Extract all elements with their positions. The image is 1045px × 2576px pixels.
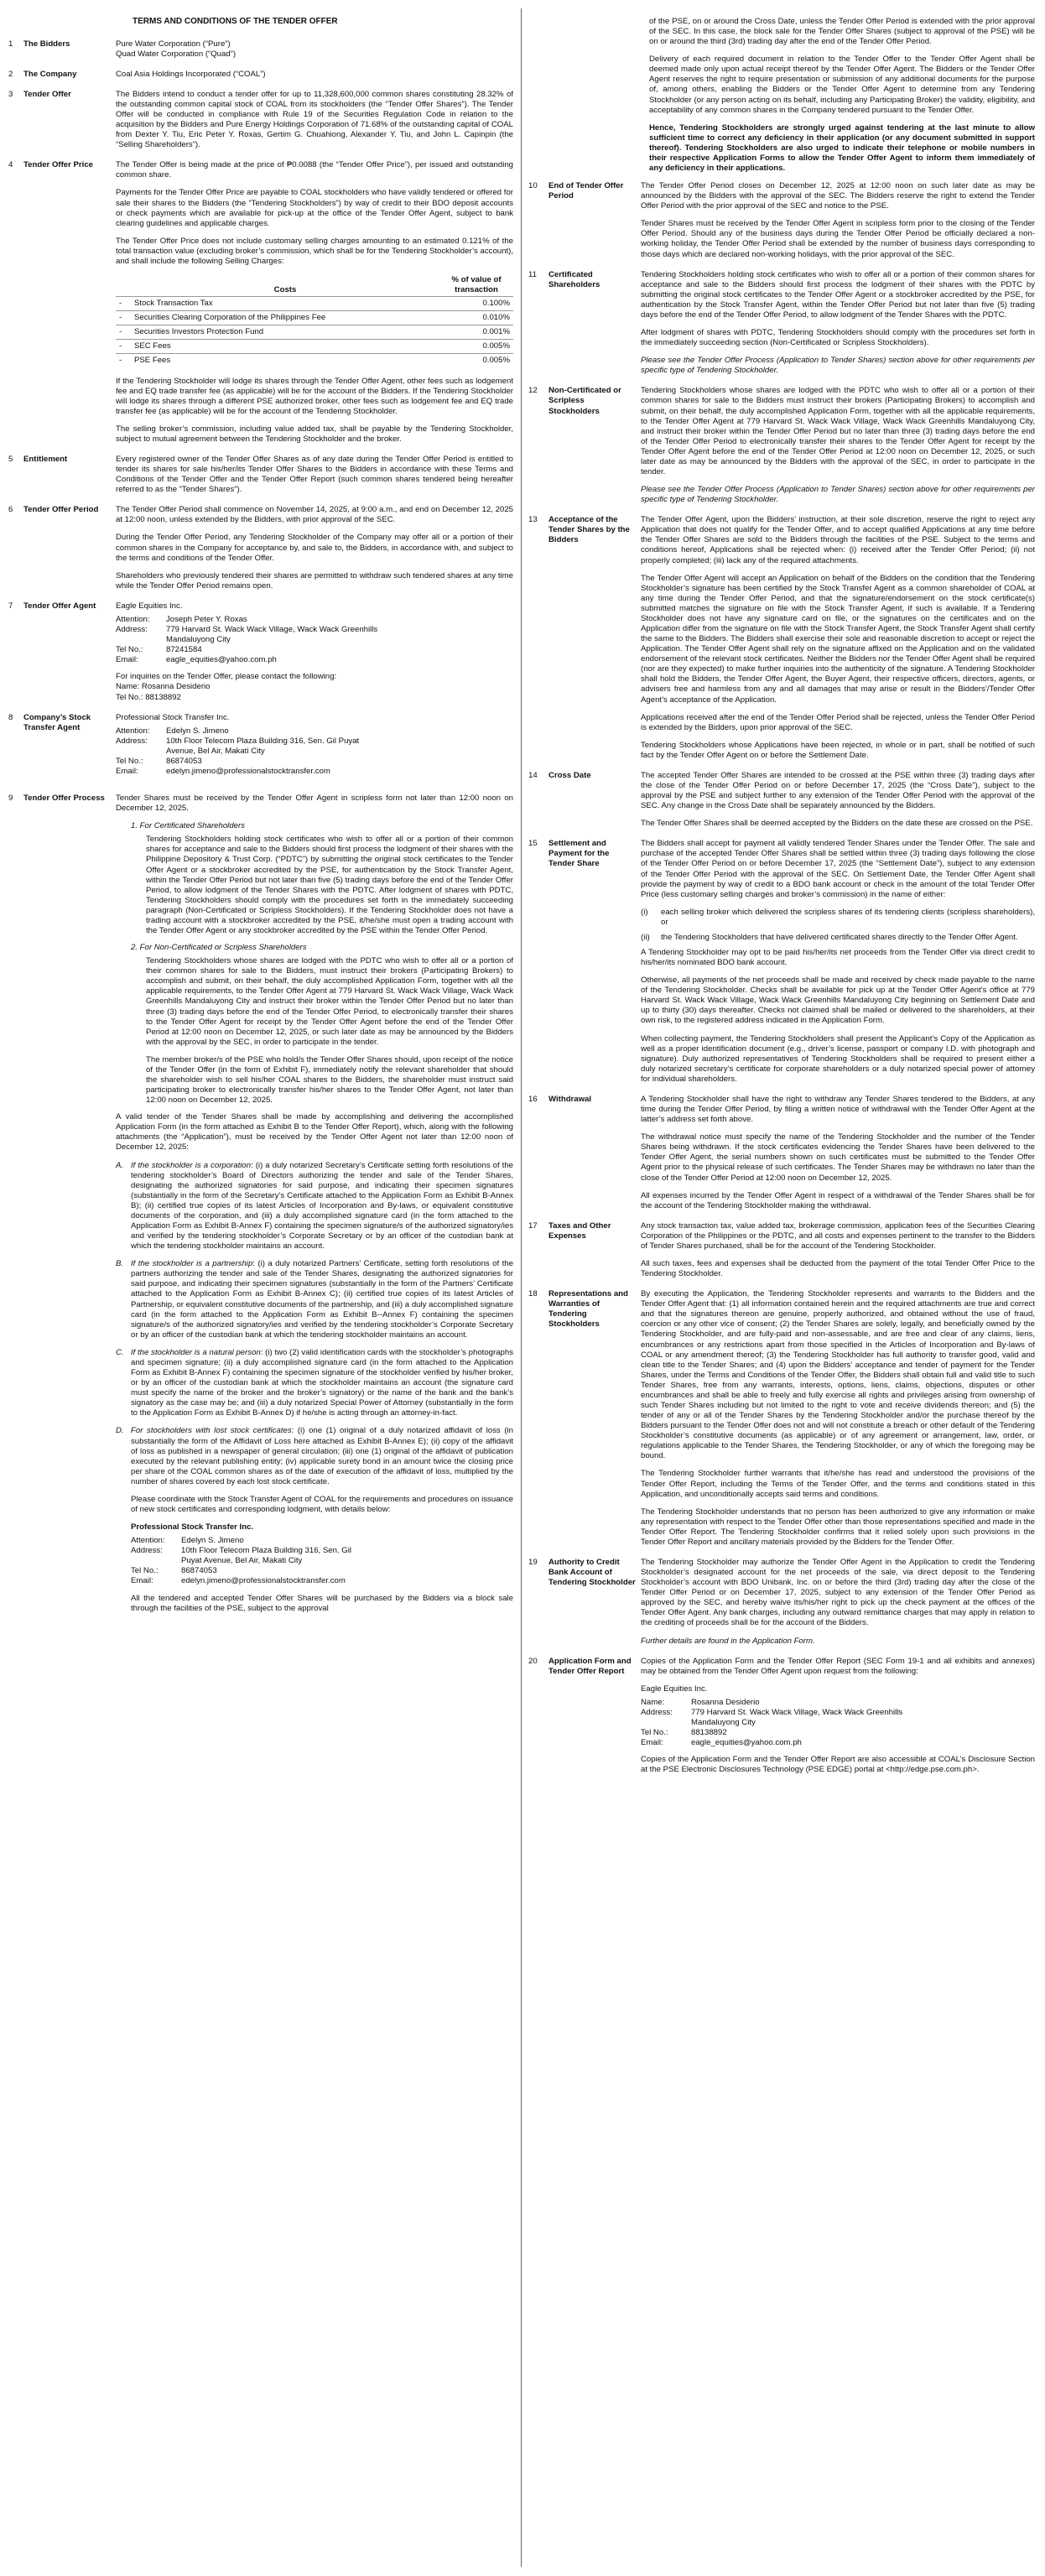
section-heading: Tender Offer Period — [23, 505, 99, 515]
address-line: 10th Floor Telecom Plaza Building 316, Sen. Gil Puyat — [166, 736, 360, 746]
cost-label: Stock Transaction Tax — [131, 297, 439, 311]
section-bidders — [7, 39, 513, 60]
selling-charges-table — [116, 274, 513, 368]
paragraph: All such taxes, fees and expenses shall be deducted from the payment of the total Tender Offer Price to the Tendering Stockholder. — [641, 1258, 1035, 1279]
contact-value: Rosanna Desiderio — [691, 1697, 760, 1707]
section-end-of-tender-offer-period — [527, 181, 1035, 260]
section-heading: Taxes and Other Expenses — [548, 1220, 611, 1241]
right-column — [527, 17, 1035, 2567]
section-non-certificated-stockholders — [527, 386, 1035, 505]
cost-label: Securities Investors Protection Fund — [131, 325, 439, 340]
section-number: 13 — [528, 515, 538, 525]
item-text: : (i) a duly notarized Secretary’s Certificate setting forth resolutions of the tendering stockholder’s Board of Directors authorizing the tender and sale of the Tender Shares, designating the authorized signatories for said purpose, and indicating their specimen signatures (substantially in the form of the Secretary’s Certificate attached to the Application Form as Exhibit B-Annex B); (ii) certified true copies of its latest Articles of Incorporation and By-laws, or equivalent constitutive documents of the corporation, and (iii) a duly accomplished signature card (in the form attached to the Application Form as Exhibit B-Annex F) containing the specimen signature/s of the authorized signatory/ies and verified by the tendering stockholder’s Corporate Secretary or by an officer of the custodian bank at which the tendering stockholder maintains an account. — [131, 1160, 513, 1252]
section-taxes — [527, 1221, 1035, 1279]
paragraph: During the Tender Offer Period, any Tendering Stockholder of the Company may offer all or a portion of their common shares in the Company for acceptance by, and sale to, the Bidders, in accordance with, and subject to the terms and conditions of the Tender Offer. — [116, 533, 513, 563]
costs-header: Costs — [273, 285, 297, 295]
section-tender-offer-process — [7, 794, 513, 1614]
section-number: 2 — [8, 69, 13, 79]
inquiry-name: Name: Rosanna Desiderio — [116, 682, 211, 692]
bidder-pure: Pure Water Corporation (“Pure”) — [116, 39, 231, 49]
paragraph: Tendering Stockholders holding stock certificates who wish to offer all or a portion of their common shares for acceptance and sale to the Bidders should first process the lodgment of their shares with the PDTC by submitting the original stock certificates to the Tender Offer Agent or a stockbroker accredited by the PSE, for authentication by the Stock Transfer Agent, within the Tender Offer Period but not later than five (5) trading days before the end of the Tender Offer Period, to allow lodgment of the Tender Shares with the PDTC. — [641, 269, 1035, 320]
paragraph: The Tender Offer Agent will accept an Application on behalf of the Bidders on the condition that the Tendering Stockholder’s signature has been certified by the Stock Transfer Agent as a common shareholder of COAL at any time during the Tender Offer Period, and that the signature/endorsement on the stock certificate(s) submitted matches the signature on file with the Stock Transfer Agent, if such is available. If a Tendering Stockholder does not have any signature card on file, or the signatures on the certificates and on the Application differ from the signature on file with the Stock Transfer Agent, the Stock Transfer Agent shall certify the same to the Bidders. The Bidders shall exercise their sole and reasonable discretion to accept or reject the Application. The Tender Offer Agent shall rely on the signature affixed on the Application and on the validated endorsement of the relevant stock certificates. Neither the Bidders nor the Tender Offer Agent shall be required (nor are they expected) to make further inquiries into the authenticity of the signature. A Tendering Stockholder shall hold the Bidders, the Tender Offer Agent, the Buyer Agent, their respective officers, directors, agents, or advisers free and harmless from any and all damages that may arise or result in the Bidders’/Tender Offer Agent’s acceptance of the Application. — [641, 573, 1035, 705]
paragraph: All expenses incurred by the Tender Offer Agent in respect of a withdrawal of the Tender Shares shall be for the account of the Tendering Stockholder making the withdrawal. — [641, 1190, 1035, 1210]
address-line: 10th Floor Telecom Plaza Building 316, Sen. Gil — [181, 1546, 352, 1556]
label: Attention: — [116, 726, 150, 736]
section-tender-offer-price — [7, 160, 513, 445]
paragraph: The Tender Offer Price does not include customary selling charges amounting to an estimated 0.121% of the total transaction value (excluding broker’s commission, which shall be for the Tendering Stockholder’s account), and shall include the following Selling Charges: — [116, 236, 513, 266]
tel-value: 86874053 — [181, 1566, 217, 1576]
list-item: (ii) the Tendering Stockholders that have delivered certificated shares directly to the Tender Offer Agent. — [641, 932, 1018, 942]
email-link[interactable]: eagle_equities@yahoo.com.ph — [691, 1738, 802, 1748]
paragraph: When collecting payment, the Tendering Stockholders shall present the Applicant’s Copy of the Application as well as a proper identification document (e.g., driver’s license, passport or company I.D. with photograph and signature). Duly authorized representatives of Tendering Stockholders shall be required to present either a duly notarized secretary’s certificate for corporate shareholders or a duly notarized special power of attorney for individual shareholders. — [641, 1033, 1035, 1084]
item-text: : (i) two (2) valid identification cards with the stockholder’s photographs and specimen signature; (ii) a duly accomplished signature card (in the form attached to the Application Form as Exhibit B-Annex F) containing the specimen signature of the stockholder verified by his/her broker, or by an officer of the custodian bank at which the stockholder maintains an account (the signature card must specify the name of the broker and the broker’s signatory) or the name of the bank and the bank’s signatory as the case may be; and (iii) a duly notarized Special Power of Attorney (substantially in the form to the Application Form as Exhibit B-Annex D) if he/she is acting through an attorney-in-fact. — [131, 1347, 513, 1418]
label: Address: — [116, 625, 148, 635]
item-letter: B. — [116, 1259, 124, 1269]
item-letter: A. — [116, 1160, 124, 1170]
paragraph: Shareholders who previously tendered their shares are permitted to withdraw such tendered shares at any time while the Tender Offer Period remains open. — [116, 570, 513, 591]
paragraph: Tendering Stockholders whose shares are lodged with the PDTC who wish to offer all or a portion of their common shares for sale to the Bidders, must instruct their brokers (Participating Brokers) to accomplish and submit, on their behalf, the duly accomplished Application Form, together with all the applicable requirements, to the Tender Offer Agent at 779 Harvard St. Wack Wack Village, Wack Wack Greenhills Mandaluyong City and instruct their broker within the Tender Offer Period but no later than three (3) trading days before the end of the Tender Offer Period, to electronically transfer their shares to the Tender Offer Agent for receipt by the Tender Offer Agent before the end of the Tender Offer Period at 12:00 noon on December 12, 2025, or such later date as may be announced by the Bidders with the approval by the SEC, in order to participate in the tender. — [146, 956, 513, 1047]
section-stock-transfer-agent — [7, 713, 513, 783]
label: Tel No.: — [116, 645, 143, 655]
label: Name: — [641, 1697, 665, 1707]
section-acceptance — [527, 515, 1035, 761]
label: Tel No.: — [641, 1728, 668, 1738]
section-number: 3 — [8, 89, 13, 99]
address-line: 779 Harvard St. Wack Wack Village, Wack Wack Greenhills — [166, 625, 378, 635]
paragraph: Copies of the Application Form and the Tender Offer Report are also accessible at COAL’s Disclosure Section at the PSE Electronic Disclosures Technology (PSE EDGE) portal at <http://edge.pse.com.ph>. — [641, 1755, 1035, 1775]
section-authority-to-credit — [527, 1558, 1035, 1647]
paragraph: Tendering Stockholders holding stock certificates who wish to offer all or a portion of their common shares for acceptance and sale to the Bidders should first process the lodgment of their shares with the Philippine Depository & Trust Corp. (“PDTC”) by submitting the original stock certificates to the Tender Offer Agent or a stockbroker accredited by the PSE, for authentication by the Stock Transfer Agent, within the Tender Offer Period but not later than five (5) trading days before the end of the Tender Offer Period, to allow lodgment of the Tender Shares with the PDTC. After lodgment of shares with PDTC, Tendering Stockholders should comply with the procedures set forth in the immediately succeeding paragraph (Non-Certificated or Scripless Stockholders). If the Tendering Stockholder does not have a trading account with a stockbroker accredited by the PSE, it/he/she must open a trading account with the Tender Offer Agent or any stockbroker accredited by the PSE within the Tender Offer Period. — [146, 835, 513, 935]
paragraph: The Tender Offer is being made at the price of ₱0.0088 (the “Tender Offer Price”), per issued and outstanding common share. — [116, 160, 513, 180]
paragraph: The accepted Tender Offer Shares are intended to be crossed at the PSE within three (3) trading days after the close of the Tender Offer Period on or before December 17, 2025 (the “Cross Date”), subject to the approval by the PSE and subject further to any extension of the Tender Offer Period with the approval of the SEC. Any change in the Cross Date shall be separately announced by the Bidders. — [641, 770, 1035, 811]
label: Attention: — [116, 614, 150, 624]
paragraph: Any stock transaction tax, value added tax, brokerage commission, application fees of the Securities Clearing Corporation of the Philippines or the PDTC, and all costs and expenses pertinent to the transfer to the Bidders of Tender Shares purchased, shall be for the account of the Tendering Stockholder. — [641, 1220, 1035, 1251]
paragraph: The Tendering Stockholder may authorize the Tender Offer Agent in the Application to credit the Tendering Stockholder’s designated account for the net proceeds of the sale, via direct deposit to the Tendering Stockholder’s account with BDO Unibank, Inc. on or before the third (3rd) trading day after the close of the Tender Offer Period or on December 17, 2025, subject to any extension of the Tender Offer Period as approved by the SEC, and hereby waive its/his/her right to pick up the check payment at the offices of the Tender Offer Agent. Any bank charges, including any outward remittance charges that may apply in relation to the crediting of proceeds shall be for the account of the Bidders. — [641, 1558, 1035, 1628]
paragraph: The member broker/s of the PSE who hold/s the Tender Offer Shares should, upon receipt of the notice of the Tender Offer (in the form of Exhibit F), immediately notify the relevant shareholder that should the shareholder wish to sell his/her COAL shares to the Bidders, the shareholder must instruct said participating broker to electronically transfer his/her shares to the Tender Offer Agent, not later than 12:00 noon on December 12, 2025. — [146, 1054, 513, 1106]
label: Email: — [641, 1738, 663, 1748]
item-lead: If the stockholder is a partnership — [131, 1259, 253, 1269]
section-number: 19 — [528, 1558, 538, 1567]
paragraph: A Tendering Stockholder shall have the right to withdraw any Tender Shares tendered to the Bidders, at any time during the Tender Offer Period, by filing a written notice of withdrawal with the Tender Offer Agent at the latter’s address set forth above. — [641, 1094, 1035, 1125]
section-number: 5 — [8, 455, 13, 465]
section-withdrawal — [527, 1095, 1035, 1211]
bidder-quad: Quad Water Corporation (“Quad”) — [116, 49, 237, 59]
email-link[interactable]: eagle_equities@yahoo.com.ph — [166, 655, 277, 665]
section-heading: Representations and Warranties of Tendering Stockholders — [548, 1289, 628, 1330]
section-text: Coal Asia Holdings Incorporated (“COAL”) — [116, 69, 266, 79]
table-row — [116, 340, 513, 354]
paragraph: The withdrawal notice must specify the name of the Tendering Stockholder and the number of the Tender Shares being withdrawn. If the stock certificates evidencing the Tender Shares have been delivered to the Tender Offer Agent, the serial numbers shown on such certificates must be submitted to the Tender Offer Agent prior to the physical release of such certificates. The Tender Shares may be withdrawn no later than the close of the Tender Offer Period at 12:00 noon on December 12, 2025. — [641, 1132, 1035, 1183]
paragraph: Delivery of each required document in relation to the Tender Offer to the Tender Offer Agent shall be deemed made only upon actual receipt thereof by the Tender Offer Agent. The Bidders or the Tender Offer Agent reserves the right to require presentation or submission of any additional documents for the purpose of, among others, enabling the Bidders or the Tender Offer Agent to determine from any Tendering Stockholder (or any person acting on its behalf, including any Participating Broker) the validity, eligibility, and acceptability of any common shares in the Company tendered pursuant to the Tender Offer. — [649, 55, 1035, 115]
section-heading: Certificated Shareholders — [548, 269, 600, 289]
section-heading: Tender Offer Process — [23, 794, 105, 804]
section-number: 12 — [528, 386, 538, 396]
paragraph: Further details are found in the Application Form. — [641, 1636, 815, 1646]
section-tender-offer — [7, 90, 513, 150]
paragraph: Copies of the Application Form and the Tender Offer Report (SEC Form 19-1 and all exhibits and annexes) may be obtained from the Tender Offer Agent upon request from the following: — [641, 1656, 1035, 1676]
cost-label: Securities Clearing Corporation of the Philippines Fee — [131, 311, 439, 325]
paragraph: Applications received after the end of the Tender Offer Period shall be rejected, unless the Tender Offer Period is extended by the Bidders, upon prior approval of the SEC. — [641, 712, 1035, 732]
section-heading: Authority to Credit Bank Account of Tendering Stockholder — [548, 1558, 636, 1588]
agent-contact — [641, 1698, 1035, 1748]
paragraph: of the PSE, on or around the Cross Date, unless the Tender Offer Period is extended with the prior approval of the SEC. In this case, the block sale for the Tender Offer Shares (subject to approval of the PSE) will be on or around the third (3rd) trading day after the end of the Tender Offer Period. — [649, 17, 1035, 47]
certificated-subsection — [131, 821, 513, 936]
tel-value: 86874053 — [166, 756, 202, 766]
paragraph: All the tendered and accepted Tender Offer Shares will be purchased by the Bidders via a block sale through the facilities of the PSE, subject to the approval — [131, 1593, 513, 1613]
section-number: 17 — [528, 1220, 538, 1231]
agent-name: Eagle Equities Inc. — [116, 601, 183, 611]
section-heading: Tender Offer Price — [23, 160, 93, 170]
address-line: Mandaluyong City — [166, 635, 231, 645]
table-row — [116, 325, 513, 340]
email-link[interactable]: edelyn.jimeno@professionalstocktransfer.com — [166, 766, 330, 776]
section-representations — [527, 1289, 1035, 1548]
list-item — [116, 1259, 513, 1340]
label: Email: — [131, 1576, 153, 1586]
section-number: 18 — [528, 1289, 538, 1299]
sta-name: Professional Stock Transfer Inc. — [131, 1522, 254, 1533]
row-dash: - — [116, 311, 131, 325]
address-line: Puyat Avenue, Bel Air, Makati City — [181, 1556, 303, 1566]
email-link[interactable]: edelyn.jimeno@professionalstocktransfer.com — [181, 1576, 346, 1586]
label: Attention: — [131, 1536, 165, 1546]
scripless-subsection — [131, 943, 513, 1106]
item-lead: For stockholders with lost stock certificates — [131, 1426, 292, 1436]
subsection-title: 2. For Non-Certificated or Scripless Shareholders — [131, 943, 307, 953]
section-entitlement — [7, 455, 513, 495]
attention-value: Edelyn S. Jimeno — [166, 726, 229, 736]
section-number: 15 — [528, 839, 538, 849]
paragraph: Please see the Tender Offer Process (Application to Tender Shares) section above for other requirements per specific type of Tendering Stockholder. — [641, 356, 1035, 376]
section-number: 7 — [8, 601, 13, 611]
list-item: (i) each selling broker which delivered the scripless shares of its tendering clients (scripless shareholders), or — [641, 907, 1035, 927]
section-number: 9 — [8, 794, 13, 804]
item-lead: If the stockholder is a natural person — [131, 1347, 261, 1357]
sta-name: Professional Stock Transfer Inc. — [116, 712, 230, 722]
label: Email: — [116, 766, 138, 776]
cost-percent: 0.005% — [439, 340, 513, 354]
section-tender-offer-agent — [7, 601, 513, 703]
section-number: 10 — [528, 181, 538, 191]
section-certificated-shareholders — [527, 270, 1035, 377]
sta-contact — [131, 1536, 513, 1586]
section-heading: Withdrawal — [548, 1094, 592, 1104]
item-text: the Tendering Stockholders that have delivered certificated shares directly to the Tender Offer Agent. — [661, 932, 1018, 942]
paragraph: Payments for the Tender Offer Price are payable to COAL stockholders who have validly tendered or offered for sale their shares to the Bidders (the “Tendering Stockholders”) by way of credit to their BDO deposit accounts or check payments which are available for pick-up at the office of the Tender Offer Agent, subject to bank clearing guidelines and applicable charges. — [116, 188, 513, 228]
section-heading: Tender Offer Agent — [23, 601, 96, 611]
section-heading: Tender Offer — [23, 89, 71, 99]
section-heading: Acceptance of the Tender Shares by the Bidders — [548, 515, 630, 545]
paragraph: If the Tendering Stockholder will lodge its shares through the Tender Offer Agent, other fees such as lodgement fee and EQ trade transfer fee (as applicable) will be for the account of the Bidders. If the Tendering Stockholder will lodge its shares through a different PSE authorized broker, other fees such as lodgement fee and EQ trade transfer fee (as applicable) will be for the account of the Tendering Stockholder. — [116, 376, 513, 416]
label: Tel No.: — [116, 756, 143, 766]
label: Address: — [116, 736, 148, 746]
section-number: 6 — [8, 505, 13, 515]
document-title: TERMS AND CONDITIONS OF THE TENDER OFFER — [133, 17, 338, 26]
paragraph: Please see the Tender Offer Process (Application to Tender Shares) section above for other requirements per specific type of Tendering Stockholder. — [641, 485, 1035, 505]
paragraph: Tendering Stockholders whose shares are lodged with the PDTC who wish to offer all or a portion of their common shares for sale to the Bidders must instruct their brokers (Participating Brokers) to accomplish and submit, on their behalf, the duly accomplished Application Form, together with all the applicable requirements, to the Tender Offer Agent at 779 Harvard St. Wack Wack Village, Wack Wack Greenhills Mandaluyong City, and instruct their broker within the Tender Offer Period but no later than three (3) trading days before the end of the Tender Offer Period to electronically transfer their shares to the Tender Offer Agent for receipt by the Tender Offer Agent before the end of the Tender Offer Period at 12:00 noon on December 12, 2025, or such later date as may be announced by the Bidders with the approval of the SEC, in order to participate in the tender. — [641, 386, 1035, 476]
sta-contact — [116, 726, 513, 777]
item-letter: D. — [116, 1426, 124, 1436]
item-text: each selling broker which delivered the scripless shares of its tendering clients (scripless shareholders), or — [661, 907, 1035, 927]
address-line: Mandaluyong City — [691, 1718, 756, 1728]
paragraph: A valid tender of the Tender Shares shall be made by accomplishing and delivering the accomplished Application Form (in the form attached as Exhibit B to the Tender Offer Report), which, along with the following attachments (the “Application”), must be received by the Tender Offer Agent not later than 12:00 noon of December 12, 2025: — [116, 1112, 513, 1153]
section-number: 8 — [8, 712, 13, 722]
item-text: : (i) a duly notarized Partners’ Certificate, setting forth resolutions of the partners authorizing the tender and sale of the Tender Shares, designating the authorized signatories for said purpose, and indicating their specimen signatures (substantially in the form of the Partners’ Certificate attached to the Application Form as Exhibit B-Annex C); (ii) certified true copies of its latest Articles of Partnership, or equivalent constitutive documents of the partnership, and (iii) a duly accomplished signature card (in the form attached to the Application Form as Exhibit B--Annex F) containing the specimen signature/s of the authorized signatory/ies and verified by the tendering stockholder’s Corporate Secretary or by an officer of the custodian bank at which the tendering stockholder maintains an account. — [131, 1259, 513, 1340]
section-heading: The Company — [23, 69, 77, 79]
attention-value: Joseph Peter Y. Roxas — [166, 614, 247, 624]
inquiry-text: For inquiries on the Tender Offer, please contact the following: — [116, 672, 337, 682]
section-settlement — [527, 839, 1035, 1085]
section-heading: The Bidders — [23, 39, 70, 49]
paragraph: The Tendering Stockholder further warrants that it/he/she has read and understood the provisions of the Tender Offer Report, including the Terms of the Tender Offer, and the terms and conditions stated in this Application, and unconditionally accepts said terms and conditions. — [641, 1469, 1035, 1499]
inquiry-tel: Tel No.: 88138892 — [116, 692, 181, 702]
section-heading: Entitlement — [23, 455, 68, 465]
paragraph: The Tender Offer Period shall commence on November 14, 2025, at 9:00 a.m., and end on December 12, 2025 at 12:00 noon, unless extended by the Bidders, with prior approval of the SEC. — [116, 505, 513, 525]
section-number: 1 — [8, 39, 13, 49]
cost-percent: 0.100% — [439, 297, 513, 311]
paragraph: The Tendering Stockholder understands that no person has been authorized to give any information or make any representation with respect to the Tender Offer other than those representations specified and made in the Tender Offer Report. The Tendering Stockholder confirms that it relied solely upon such provisions in the Tender Offer Report and ancillary materials provided by the Bidders for the Tender Offer. — [641, 1507, 1035, 1547]
table-row — [116, 311, 513, 325]
tender-offer-process-continued — [527, 17, 1035, 174]
item-letter: C. — [116, 1347, 124, 1357]
cost-percent: 0.001% — [439, 325, 513, 340]
paragraph: The Bidders shall accept for payment all validly tendered Tender Shares under the Tender Offer. The sale and purchase of the accepted Tender Offer Shares shall be settled within three (3) trading days following the close of the Tender Offer Period on or before December 17, 2025 (the “Settlement Date”), subject to any extension of the Tender Offer Period with the approval of the SEC. On Settlement Date, the Tender Offer Agent shall provide the payment by way of credit to a BDO bank account or check in the amount of the total Tender Offer Price (less customary selling charges and broker’s commission) in the name of either: — [641, 839, 1035, 899]
section-heading: Settlement and Payment for the Tender Share — [548, 839, 610, 869]
subsection-title: 1. For Certificated Shareholders — [131, 821, 245, 831]
attention-value: Edelyn S. Jimeno — [181, 1536, 244, 1546]
cost-percent: 0.005% — [439, 354, 513, 368]
list-item — [116, 1426, 513, 1486]
section-tender-offer-period — [7, 505, 513, 591]
list-item — [116, 1161, 513, 1252]
section-text: Every registered owner of the Tender Offer Shares as of any date during the Tender Offer Period is entitled to tender its shares for sale his/her/its Tender Offer Shares to the Bidders in accordance with these Terms and Conditions of the Tender Offer and the Tender Offer Report (such common shares tendered being hereafter referred to as the “Tender Shares”). — [116, 455, 513, 495]
section-heading: Company’s Stock Transfer Agent — [23, 712, 91, 732]
paragraph: The Tender Offer Agent, upon the Bidders’ instruction, at their sole discretion, reserve the right to reject any Application that does not qualify for the Tender Offer, and to accept qualified Applications at any time before the Tender Offer Shares are sold to the Bidders through the facilities of the PSE. Subject to the terms and conditions hereof, Applications shall be rejected when: (i) received after the Tender Offer Period; (ii) not properly completed; (iii) lack any of the required attachments. — [641, 515, 1035, 565]
address-line: Avenue, Bel Air, Makati City — [166, 746, 265, 756]
percent-header: % of value of transaction — [451, 275, 502, 295]
row-dash: - — [116, 325, 131, 340]
row-dash: - — [116, 354, 131, 368]
tel-value: 88138892 — [691, 1728, 727, 1738]
paragraph: The selling broker’s commission, including value added tax, shall be payable by the Tendering Stockholder, subject to mutual agreement between the Tendering Stockholder and the broker. — [116, 424, 513, 444]
label: Tel No.: — [131, 1566, 159, 1576]
paragraph: The Tender Offer Shares shall be deemed accepted by the Bidders on the date these are crossed on the PSE. — [641, 819, 1033, 829]
agent-name: Eagle Equities Inc. — [641, 1684, 708, 1694]
label: Email: — [116, 655, 138, 665]
paragraph: Tender Shares must be received by the Tender Offer Agent in scripless form not later than 12:00 noon on December 12, 2025. — [116, 794, 513, 814]
paragraph: By executing the Application, the Tendering Stockholder represents and warrants to the Bidders and the Tender Offer Agent that: (1) all information contained herein and the required attachments are true and correct and that the signatures thereon are genuine, properly authorized, and obtained without the use of fraud, coercion or any other vice of consent; (2) the Tender Shares are solely, legally, and beneficially owned by the Tendering Stockholder, and are fully-paid and non-assessable, and are free and clear of any claims, liens, encumbrances or any restrictions apart from those specified in the Articles of Incorporation and By-laws of COAL or any amendment thereof; (3) the Tendering Stockholder has full authority to transfer good, valid and clean title to the Tender Shares; and (4) upon the Bidders’ acceptance and tender of payment for the Tender Shares, under the Terms and Conditions of the Tender Offer, the Bidders shall obtain full and valid title to such Tender Shares, free from any warrants, interests, options, liens, claims, objections, disputes or other encumbrances and shall be able to freely and fully exercise all rights and privileges arising from ownership of such Tender Shares including but not limited to the right to vote and receive dividends thereon; and (5) the tender of any or all of the Tender Shares by the Tendering Stockholder and/or the purchase thereof by the Bidders pursuant to the Tender Offer does not and will not constitute a breach or other default of the Tendering Stockholder’s constitutive documents (as applicable) or of any agreement or arrangement, law, order, or regulations applicable to the Tender Shares, the Tendering Stockholder, or any of which the foregoing may be bound. — [641, 1289, 1035, 1461]
paragraph: A Tendering Stockholder may opt to be paid his/her/its net proceeds from the Tender Offer via direct credit to his/her/its nominated BDO bank account. — [641, 948, 1035, 968]
section-text: The Bidders intend to conduct a tender offer for up to 11,328,600,000 common shares constituting 28.32% of the outstanding common capital stock of COAL from its stockholders (the “Tender Offer Shares”). The Tender Offer will be conducted in compliance with Rule 19 of the Securities Regulation Code in relation to the acquisition by the Bidders and Pure Energy Holdings Corporation of 71.68% of the outstanding capital of COAL from Dexter Y. Tiu, Eric Peter Y. Roxas, Gertim G. Chuahiong, Alexander Y. Tiu, and John L. Capinpin (the “Selling Shareholders”). — [116, 89, 513, 150]
paragraph: The Tender Offer Period closes on December 12, 2025 at 12:00 noon on such later date as may be announced by the Bidders with the approval of the SEC. The Bidders reserve the right to extend the Tender Offer Period with the prior approval of the SEC and notice to the PSE. — [641, 181, 1035, 211]
section-heading: Application Form and Tender Offer Report — [548, 1656, 632, 1676]
label: Address: — [131, 1546, 163, 1556]
cost-percent: 0.010% — [439, 311, 513, 325]
cost-label: PSE Fees — [131, 354, 439, 368]
list-item — [116, 1348, 513, 1419]
table-row — [116, 297, 513, 311]
section-heading: End of Tender Offer Period — [548, 181, 624, 201]
section-heading: Non-Certificated or Scripless Stockholders — [548, 386, 621, 416]
section-cross-date — [527, 771, 1035, 829]
section-number: 14 — [528, 770, 538, 780]
row-dash: - — [116, 340, 131, 354]
item-lead: If the stockholder is a corporation — [131, 1160, 252, 1170]
label: Address: — [641, 1707, 673, 1717]
table-row — [116, 354, 513, 368]
section-heading: Cross Date — [548, 770, 591, 780]
agent-contact — [116, 615, 513, 665]
item-text: : (i) one (1) original of a duly notarized affidavit of loss (in substantially the form of the Affidavit of Loss here attached as Exhibit B-Annex E); (ii) copy of the affidavit of loss as published in a newspaper of general circulation; (iii) one (1) original of the affidavit of publication executed by the relevant publishing entity; (iv) applicable surety bond in an amount twice the closing price per share of the COAL common shares as of the date of execution of the affidavit of loss, multiplied by the number of shares covered by each lost stock certificate. — [131, 1426, 513, 1486]
paragraph: Hence, Tendering Stockholders are strongly urged against tendering at the last minute to allow sufficient time to correct any deficiency in their application (or any document submitted in support thereof). Tendering Stockholders are also urged to indicate their telephone or mobile numbers in their respective Application Forms to allow the Tender Offer Agent to inform them immediately of any deficiency in their applications. — [649, 122, 1035, 174]
paragraph: Please coordinate with the Stock Transfer Agent of COAL for the requirements and procedures on issuance of new stock certificates and corresponding lodgment, with details below: — [131, 1494, 513, 1514]
paragraph: Tender Shares must be received by the Tender Offer Agent in scripless form prior to the closing of the Tender Offer Period. Should any of the business days during the Tender Offer Period be officially declared a non-working holiday, the Tender Offer Period shall be extended by the number of business days corresponding to those days which are declared non-working holidays, with the prior approval of the SEC. — [641, 219, 1035, 259]
section-company — [7, 70, 513, 80]
row-dash: - — [116, 297, 131, 311]
paragraph: Tendering Stockholders whose Applications have been rejected, in whole or in part, shall be notified of such fact by the Tender Offer Agent on or before the Settlement Date. — [641, 740, 1035, 760]
left-column — [7, 17, 513, 2567]
column-divider — [521, 8, 522, 2567]
paragraph: After lodgment of shares with PDTC, Tendering Stockholders should comply with the procedures set forth in the immediately succeeding section (Non-Certificated or Scripless Stockholders). — [641, 328, 1035, 348]
section-number: 4 — [8, 160, 13, 170]
section-number: 20 — [528, 1656, 538, 1666]
cost-label: SEC Fees — [131, 340, 439, 354]
paragraph: Otherwise, all payments of the net proceeds shall be made and received by check made payable to the name of the Tendering Stockholder. Checks shall be available for pick up at the Tender Offer Agent’s office at 779 Harvard St. Wack Wack Village, Wack Wack Greenhills Mandaluyong City beginning on Settlement Date and up to thirty (30) days thereafter. Checks not claimed shall be mailed or delivered to the shareholders, at their own risk, to the registered address indicated in the Application Form. — [641, 976, 1035, 1026]
section-number: 16 — [528, 1094, 538, 1104]
section-application-form — [527, 1657, 1035, 1776]
address-line: 779 Harvard St. Wack Wack Village, Wack Wack Greenhills — [691, 1707, 903, 1717]
section-number: 11 — [528, 269, 537, 279]
tel-value: 87241584 — [166, 645, 202, 655]
